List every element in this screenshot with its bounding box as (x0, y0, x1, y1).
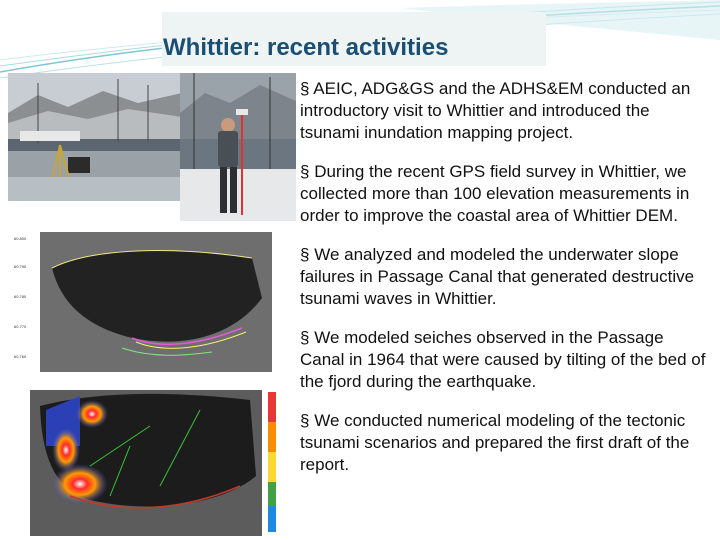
bullet-item (300, 78, 710, 144)
slide-title: Whittier: recent activities (163, 34, 449, 61)
svg-text:60.800: 60.800 (14, 236, 27, 241)
seiche-map (10, 386, 288, 540)
svg-text:60.760: 60.760 (14, 354, 27, 359)
bullet-text: We modeled seiches observed in the Passage Canal in 1964 that were caused by tilting of the bed of the fjord during the earthquake. (300, 328, 706, 391)
bullet-item (300, 410, 710, 476)
bullet-text: We analyzed and modeled the underwater slope failures in Passage Canal that generated destructive tsunami waves in Whittier. (300, 245, 695, 308)
bullet-text: We conducted numerical modeling of the tectonic tsunami scenarios and prepared the first draft of the report. (300, 411, 690, 474)
bullet-marker: § (300, 328, 310, 347)
bullet-marker: § (300, 245, 310, 264)
bullet-marker: § (300, 411, 310, 430)
surveyor-photo (180, 73, 296, 221)
bullet-marker: § (300, 79, 310, 98)
dem-map (12, 228, 280, 380)
bullet-item (300, 327, 710, 393)
bullet-text: AEIC, ADG&GS and the ADHS&EM conducted an introductory visit to Whittier and introduced the tsunami inundation mapping project. (300, 79, 691, 142)
bullet-text: During the recent GPS field survey in Whittier, we collected more than 100 elevation measurements in order to improve the coastal area of Whittier DEM. (300, 162, 690, 225)
svg-text:60.790: 60.790 (14, 264, 27, 269)
bullet-item (300, 161, 710, 227)
bullet-list (300, 78, 710, 493)
svg-text:60.780: 60.780 (14, 294, 27, 299)
svg-text:60.770: 60.770 (14, 324, 27, 329)
bullet-marker: § (300, 162, 310, 181)
bullet-item (300, 244, 710, 310)
harbor-photo (8, 73, 182, 201)
